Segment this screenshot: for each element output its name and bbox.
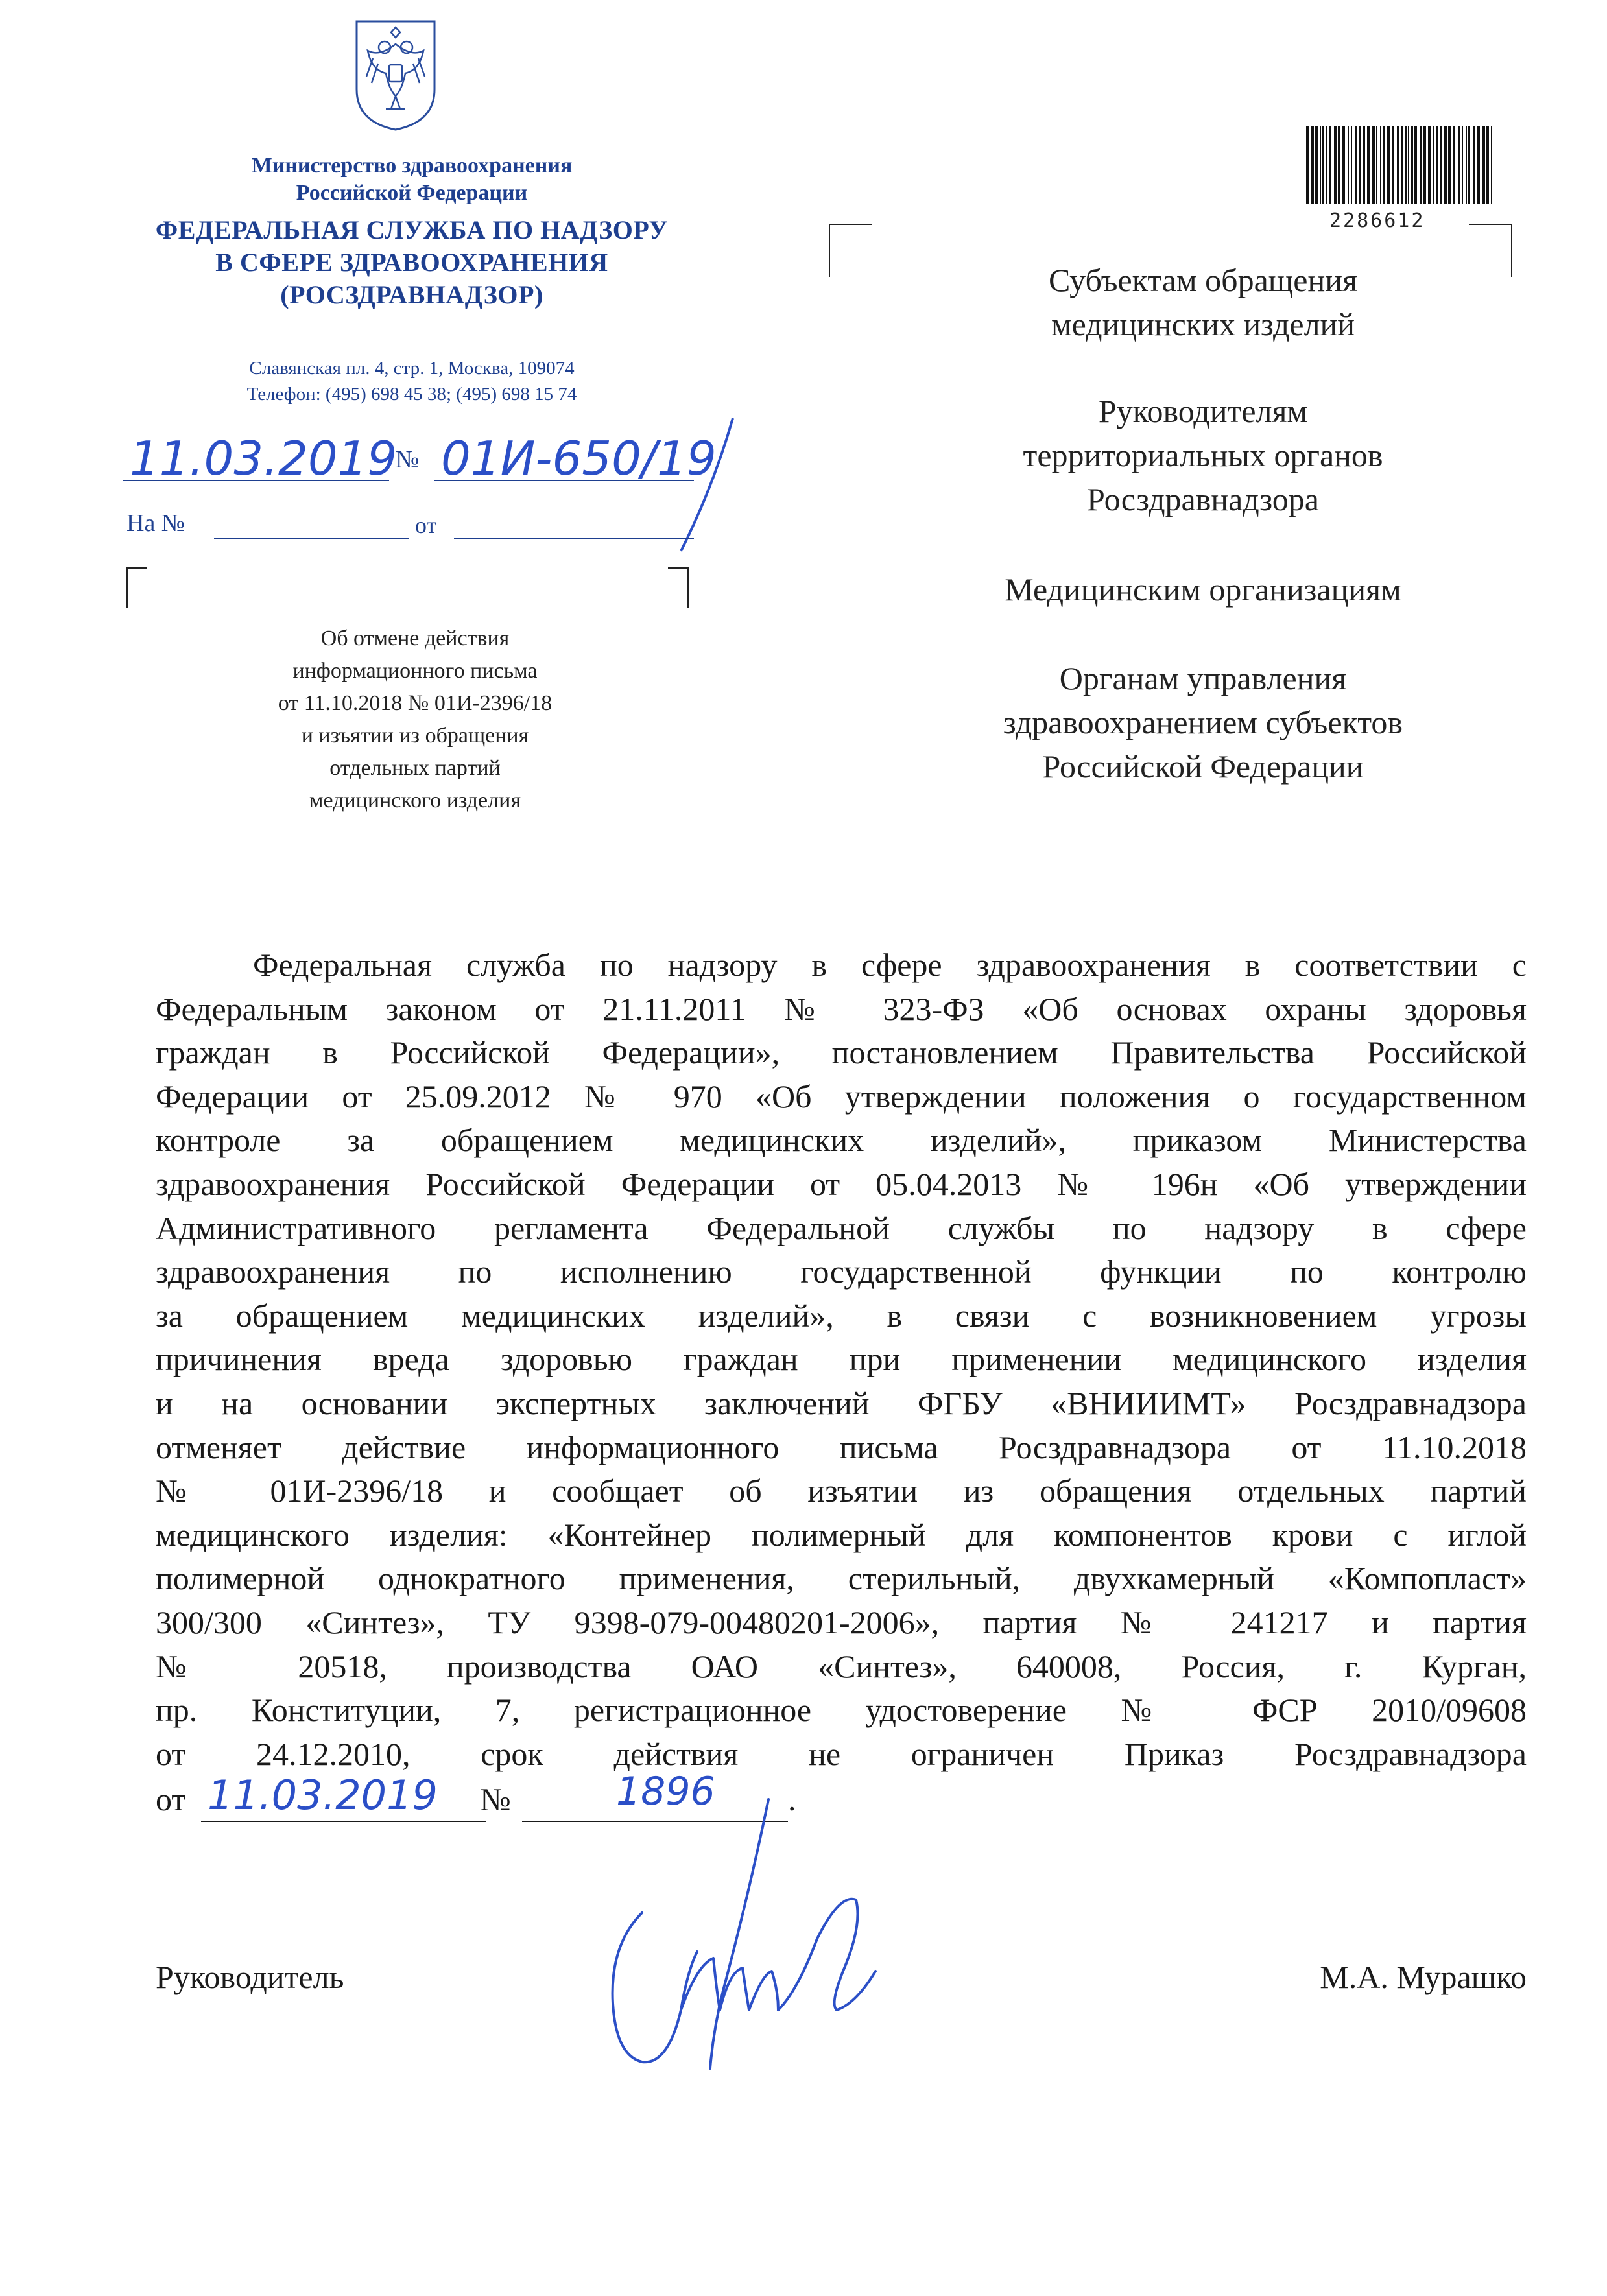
recipient-line: Руководителям [1098,393,1308,429]
barcode-bar [1468,126,1470,204]
barcode-bar [1320,126,1321,204]
body-line: причинения вреда здоровью граждан при применении медицинского изделия [156,1341,1527,1378]
barcode-bar [1322,126,1324,204]
subject-block [188,622,642,817]
registration-line [123,431,717,486]
body-line: Федеральным законом от 21.11.2011 № 323-ФЗ «Об основах охраны здоровья [156,990,1527,1027]
subject-line: Об отмене действия [320,626,510,650]
registration-no-label: № [396,446,420,473]
body-line: отменяет действие информационного письма Росздравнадзора от 11.10.2018 [156,1428,1527,1465]
ministry-line1: Министерство здравоохранения [251,154,573,178]
signatory-name: М.А. Мурашко [1320,1959,1527,1995]
recipient-line: Российской Федерации [1042,748,1364,785]
body-line: за обращением медицинских изделий», в связи с возникновением угрозы [156,1297,1527,1334]
barcode-bar [1326,126,1327,204]
barcode-bars [1303,126,1498,207]
barcode-bar [1477,126,1480,204]
barcode-bar [1462,126,1463,204]
subject-line: медицинского изделия [309,788,521,812]
body-line: пр. Конституции, 7, регистрационное удостоверение № ФСР 2010/09608 [156,1692,1527,1729]
barcode-bar [1306,126,1309,204]
recipient-group [901,258,1505,346]
barcode-bar [1466,126,1467,204]
body-line: полимерной однократного применения, стерильный, двухкамерный «Компопласт» [156,1560,1527,1597]
barcode-bar [1348,126,1349,204]
recipient-line: территориальных органов [1023,437,1383,473]
order-from-label: от [156,1781,186,1817]
reference-line [126,509,697,548]
barcode-bar [1338,126,1340,204]
barcode-bar [1397,126,1399,204]
barcode-bar [1363,126,1365,204]
reference-no-label: На № [126,510,185,537]
recipient-group [901,389,1505,521]
registration-date: 11.03.2019 [130,431,398,486]
barcode-bar [1408,126,1409,204]
barcode-bar [1420,126,1422,204]
ministry-name [104,152,720,207]
order-no-label: № [480,1781,511,1817]
service-name [104,214,720,311]
order-date: 11.03.2019 [208,1771,438,1819]
body-line: граждан в Российской Федерации», постановлением Правительства Российской [156,1034,1527,1071]
body-line: Федеральная служба по надзору в сфере здравоохранения в соответствии с [253,947,1527,983]
barcode-bar [1355,126,1357,204]
barcode-bar [1428,126,1431,204]
body-line: от 24.12.2010, срок действия не ограничен Приказ Росздравнадзора [156,1735,1527,1772]
handwritten-signature-icon [584,1796,921,2088]
barcode-bar [1376,126,1377,204]
barcode-bar [1433,126,1434,204]
registration-number: 01И-650/19 [441,431,717,486]
barcode-bar [1414,126,1417,204]
body-line: Административного регламента Федеральной службы по надзору в сфере [156,1209,1527,1246]
barcode-bar [1334,126,1337,204]
barcode-bar [1482,126,1485,204]
subject-line: и изъятии из обращения [301,724,529,748]
order-number: 1896 [616,1769,715,1814]
barcode-bar [1491,126,1492,204]
barcode-bar [1405,126,1407,204]
emblem-icon [353,18,438,132]
barcode-bar [1486,126,1489,204]
body-line: № 01И-2396/18 и сообщает об изъятии из обращения отдельных партий [156,1473,1527,1509]
barcode-bar [1311,126,1314,204]
recipient-line: Органам управления [1059,660,1347,696]
subject-line: информационного письма [292,659,538,683]
body-line: и на основании экспертных заключений ФГБУ «ВНИИИМТ» Росздравнадзора [156,1384,1527,1421]
barcode-bar [1372,126,1375,204]
barcode-bar [1383,126,1385,204]
recipient-line: Медицинским организациям [1005,571,1401,608]
barcode-bar [1423,126,1426,204]
service-line2: В СФЕРЕ ЗДРАВООХРАНЕНИЯ [215,248,608,277]
barcode-bar [1342,126,1345,204]
barcode-bar [1387,126,1390,204]
recipient-group [901,656,1505,788]
body-paragraph [156,943,1527,1776]
barcode-bar [1392,126,1394,204]
barcode-bar [1458,126,1460,204]
barcode-bar [1329,126,1331,204]
barcode-bar [1444,126,1447,204]
body-line: № 20518, производства ОАО «Синтез», 640008, Россия, г. Курган, [156,1648,1527,1685]
address-block [104,355,720,407]
barcode-bar [1380,126,1381,204]
body-line: 300/300 «Синтез», ТУ 9398-079-00480201-2006», партия № 241217 и партия [156,1604,1527,1640]
subject-line: от 11.10.2018 № 01И-2396/18 [278,691,553,715]
barcode-bar [1401,126,1403,204]
barcode-bar [1448,126,1451,204]
recipient-line: Субъектам обращения [1049,262,1357,298]
barcode-number: 2286612 [1329,209,1425,232]
recipient-line: здравоохранением субъектов [1003,704,1403,740]
barcode-bar [1351,126,1352,204]
recipient-line: медицинских изделий [1051,306,1355,342]
barcode-bar [1473,126,1475,204]
service-line3: (РОСЗДРАВНАДЗОР) [280,280,543,309]
subject-line: отдельных партий [329,756,501,780]
phone: Телефон: (495) 698 45 38; (495) 698 15 74 [246,384,577,405]
barcode-bar [1367,126,1370,204]
barcode-bar [1411,126,1413,204]
order-end: . [788,1781,796,1817]
address: Славянская пл. 4, стр. 1, Москва, 109074 [249,358,575,379]
body-line: контроле за обращением медицинских изделий», приказом Министерства [156,1122,1527,1159]
recipient-line: Росздравнадзора [1087,481,1319,517]
ministry-line2: Российской Федерации [296,181,528,205]
reference-from-label: от [415,512,437,538]
body-line: Федерации от 25.09.2012 № 970 «Об утверждении положения о государственном [156,1078,1527,1115]
barcode-bar [1436,126,1438,204]
recipient-group [901,567,1505,611]
body-line: медицинского изделия: «Контейнер полимерный для компонентов крови с иглой [156,1516,1527,1553]
service-line1: ФЕДЕРАЛЬНАЯ СЛУЖБА ПО НАДЗОРУ [155,215,669,244]
barcode-bar [1453,126,1455,204]
body-line: здравоохранения по исполнению государственной функции по контролю [156,1253,1527,1290]
body-line: здравоохранения Российской Федерации от 05.04.2013 № 196н «Об утверждении [156,1165,1527,1202]
signatory-position: Руководитель [156,1959,344,1995]
barcode-bar [1359,126,1361,204]
barcode-bar [1315,126,1318,204]
barcode-bar [1440,126,1442,204]
